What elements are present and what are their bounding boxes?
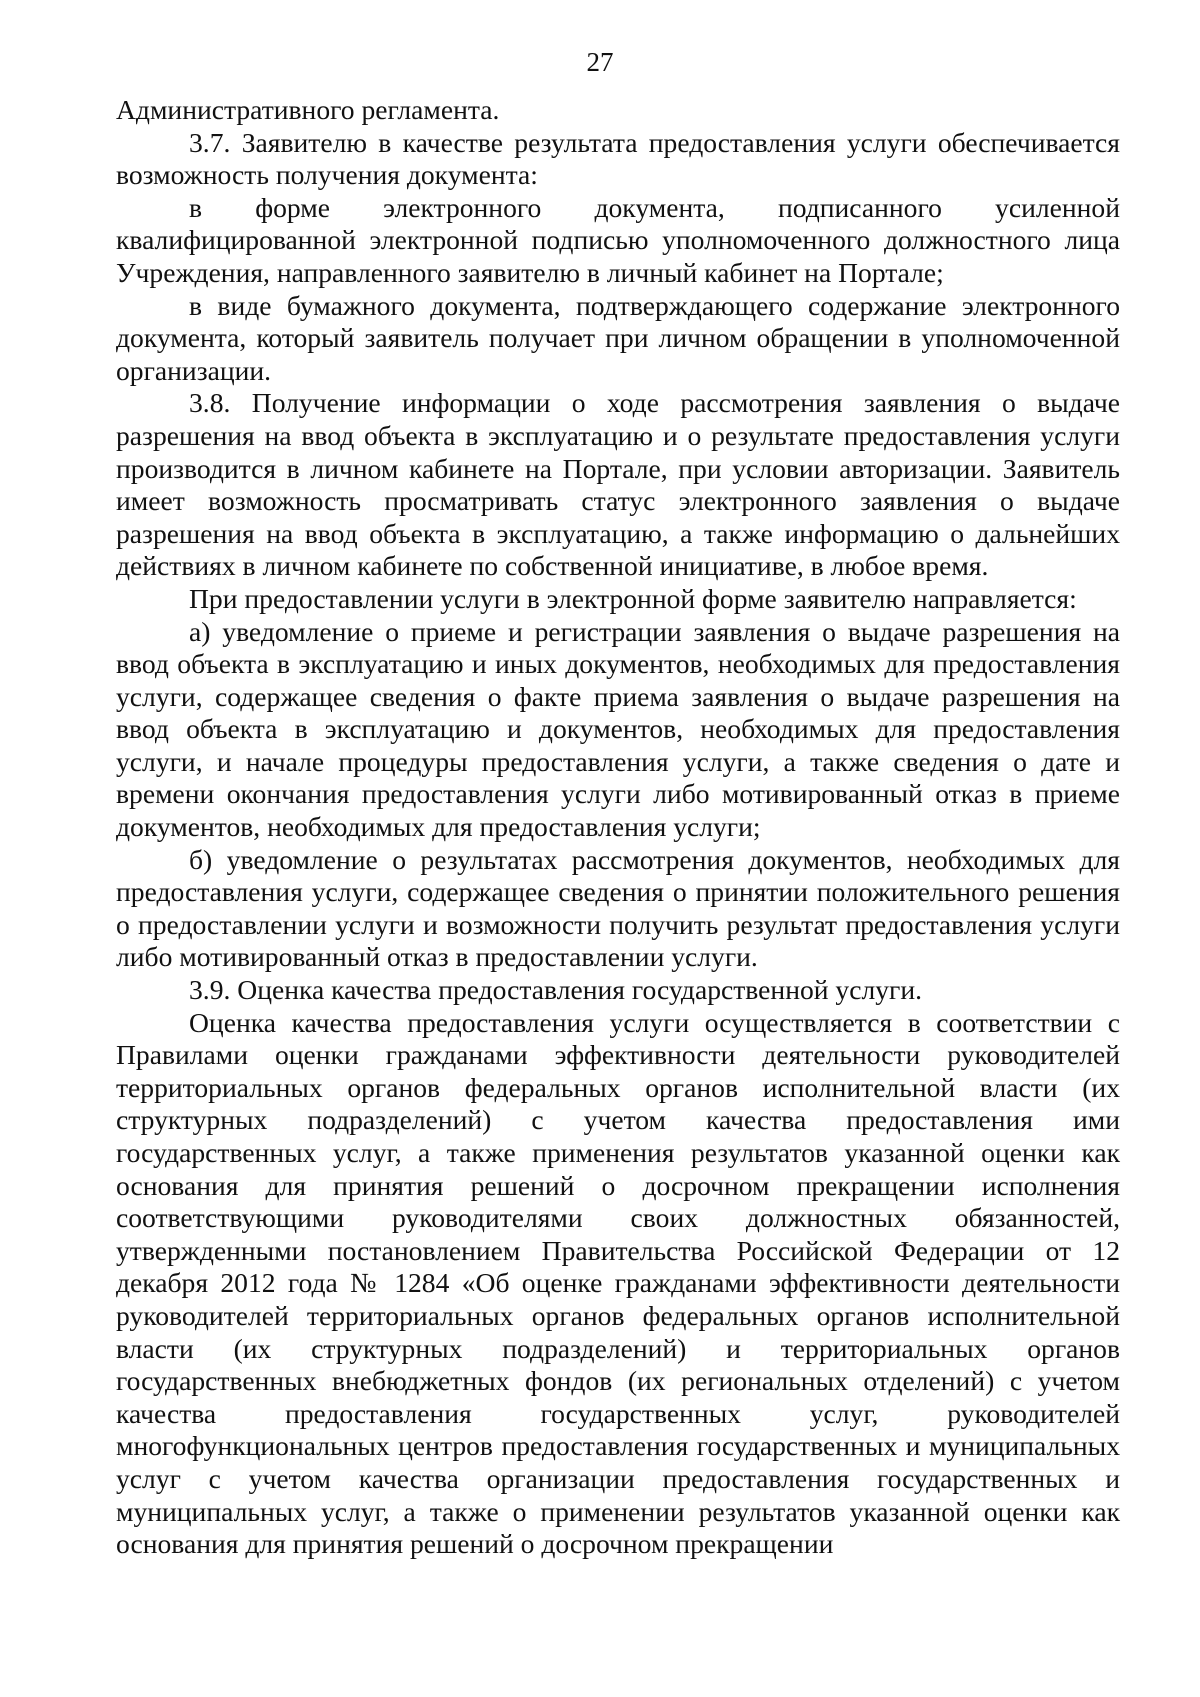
document-body xyxy=(116,94,1120,1561)
paragraph-item-a: а) уведомление о приеме и регистрации заявления о выдаче разрешения на ввод объекта в эксплуатацию и иных документов, необходимых для предоставления услуги, содержащее сведения о факте приема заявления о выдаче разрешения на ввод объекта в эксплуатацию и документов, необходимых для предоставления услуги, и начале процедуры предоставления услуги, а также сведения о дате и времени окончания предоставления услуги либо мотивированный отказ в приеме документов, необходимых для предоставления услуги; xyxy=(116,615,1120,843)
paragraph-3-8: 3.8. Получение информации о ходе рассмотрения заявления о выдаче разрешения на ввод объекта в эксплуатацию и о результате предоставления услуги производится в личном кабинете на Портале, при условии авторизации. Заявитель имеет возможность просматривать статус электронного заявления о выдаче разрешения на ввод объекта в эксплуатацию, а также информацию о дальнейших действиях в личном кабинете по собственной инициативе, в любое время. xyxy=(116,387,1120,582)
paragraph-3-7: 3.7. Заявителю в качестве результата предоставления услуги обеспечивается возможность получения документа: xyxy=(116,126,1120,191)
paragraph-3-9: 3.9. Оценка качества предоставления государственной услуги. xyxy=(189,974,923,1006)
paragraph-quality-assessment: Оценка качества предоставления услуги осуществляется в соответствии с Правилами оценки гражданами эффективности деятельности руководителей территориальных органов федеральных органов исполнительной власти (их структурных подразделений) с учетом качества предоставления ими государственных услуг, а также применения результатов указанной оценки как основания для принятия решений о досрочном прекращении исполнения соответствующими руководителями своих должностных обязанностей, утвержденными постановлением Правительства Российской Федерации от 12 декабря 2012 года № 1284 «Об оценке гражданами эффективности деятельности руководителей территориальных органов федеральных органов исполнительной власти (их структурных подразделений) и территориальных органов государственных внебюджетных фондов (их региональных отделений) с учетом качества предоставления государственных услуг, руководителей многофункциональных центров предоставления государственных и муниципальных услуг с учетом качества организации предоставления государственных и муниципальных услуг, а также о применении результатов указанной оценки как основания для принятия решений о досрочном прекращении xyxy=(116,1006,1120,1560)
paragraph-electronic-notice: При предоставлении услуги в электронной форме заявителю направляется: xyxy=(189,582,1077,614)
paragraph-electronic-form: в форме электронного документа, подписанного усиленной квалифицированной электронной подписью уполномоченного должностного лица Учреждения, направленного заявителю в личный кабинет на Портале; xyxy=(116,191,1120,288)
paragraph-item-b: б) уведомление о результатах рассмотрения документов, необходимых для предоставления услуги, содержащее сведения о принятии положительного решения о предоставлении услуги и возможности получить результат предоставления услуги либо мотивированный отказ в предоставлении услуги. xyxy=(116,843,1120,973)
paragraph-paper-form: в виде бумажного документа, подтверждающего содержание электронного документа, который заявитель получает при личном обращении в уполномоченной организации. xyxy=(116,289,1120,386)
paragraph-intro: Административного регламента. xyxy=(116,94,500,125)
page-number: 27 xyxy=(586,47,614,77)
